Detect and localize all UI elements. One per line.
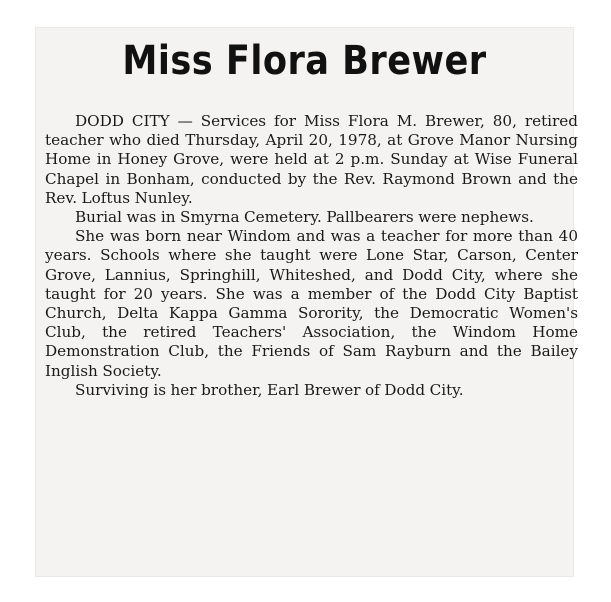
- services-paragraph: DODD CITY — Services for Miss Flora M. Brewer, 80, retired teacher who died Thursday, April 20, 1978, at Grove Manor Nursing Home in Honey Grove, were held at 2 p.m. Sunday at Wise Funeral Chapel in Bonham, conducted by the Rev. Raymond Brown and the Rev. Loftus Nunley.: [45, 112, 578, 207]
- obituary-headline: Miss Flora Brewer: [122, 38, 487, 84]
- survivors-paragraph: Surviving is her brother, Earl Brewer of Dodd City.: [75, 380, 464, 399]
- obituary-body: [45, 112, 578, 400]
- newspaper-clipping: [36, 28, 578, 576]
- biography-paragraph: She was born near Windom and was a teacher for more than 40 years. Schools where she taught were Lone Star, Carson, Center Grove, Lannius, Springhill, Whiteshed, and Dodd City, where she taught for 20 years. She was a member of the Dodd City Baptist Church, Delta Kappa Gamma Sorority, the Democratic Women's Club, the retired Teachers' Association, the Windom Home Demonstration Club, the Friends of Sam Rayburn and the Bailey Inglish Society.: [45, 227, 578, 380]
- burial-paragraph: Burial was in Smyrna Cemetery. Pallbearers were nephews.: [75, 208, 534, 227]
